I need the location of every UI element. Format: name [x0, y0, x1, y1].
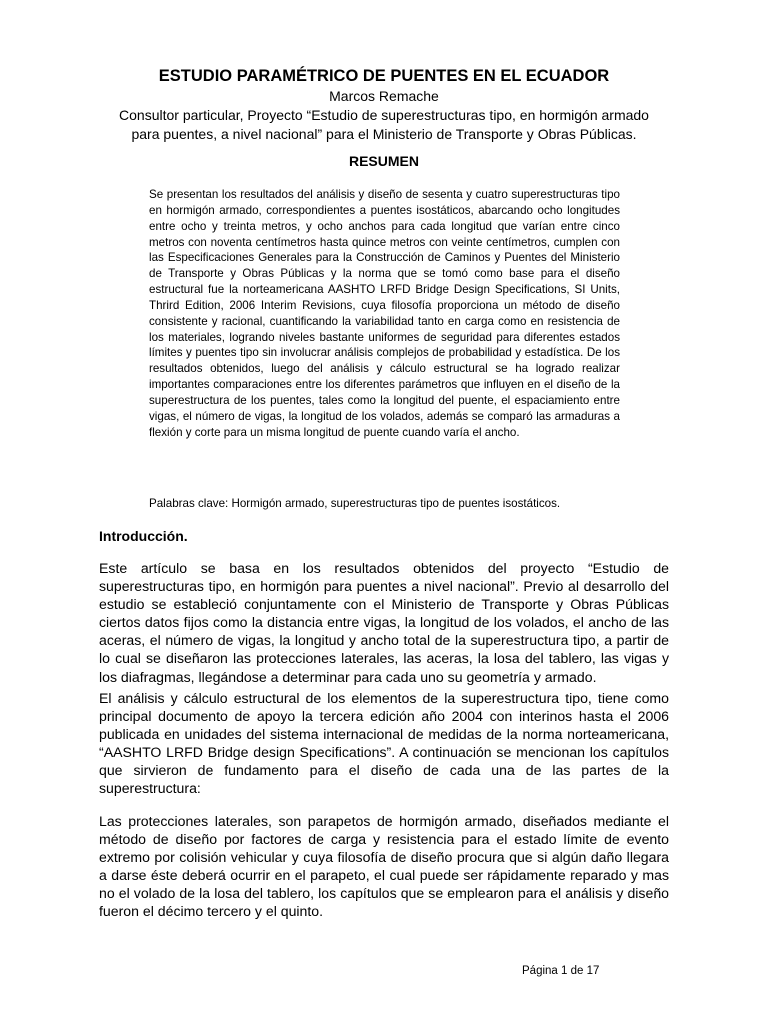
paper-title: ESTUDIO PARAMÉTRICO DE PUENTES EN EL ECUADOR [158, 67, 610, 85]
introduction-heading: Introducción. [99, 528, 188, 544]
body-paragraph: El análisis y cálculo estructural de los elementos de la superestructura tipo, tiene como principal documento de apoyo la tercera edición año 2004 con interinos hasta el 2006 publicada en unidades del sistema internacional de medidas de la norma norteamericana, “AASHTO LRFD Bridge design Specifications”. A continuación se mencionan los capítulos que sirvieron de fundamento para el diseño de cada una de las partes de la superestructura: [99, 690, 669, 797]
author-affiliation-line-2: para puentes, a nivel nacional” para el Ministerio de Transporte y Obras Públicas. [131, 126, 637, 142]
keywords: Palabras clave: Hormigón armado, superestructuras tipo de puentes isostáticos. [149, 497, 561, 510]
abstract-heading: RESUMEN [348, 153, 419, 169]
author-affiliation-line-1: Consultor particular, Proyecto “Estudio de superestructuras tipo, en hormigón armado [119, 107, 649, 123]
body-paragraph: Este artículo se basa en los resultados obtenidos del proyecto “Estudio de superestructuras tipo, en hormigón para puentes a nivel nacional”. Previo al desarrollo del estudio se estableció conjuntamente con el Ministerio de Transporte y Obras Públicas ciertos datos fijos como la distancia entre vigas, la longitud de los volados, el ancho de las aceras, el número de vigas, la longitud y ancho total de la superestructura tipo, a partir de lo cual se diseñaron las protecciones laterales, las aceras, la losa del tablero, las vigas y los diafragmas, llegándose a determinar para cada uno su geometría y armado. [99, 560, 669, 685]
page-number: Página 1 de 17 [522, 965, 600, 977]
author-name: Marcos Remache [329, 88, 439, 104]
abstract-text: Se presentan los resultados del análisis y diseño de sesenta y cuatro superestructuras tipo en hormigón armado, correspondientes a puentes isostáticos, abarcando ocho longitudes entre ocho y treinta metros, y ocho anchos para cada longitud que varían entre cinco metros con noventa centímetros hasta quince metros con veinte centímetros, cumplen con las Especificaciones Generales para la Construcción de Caminos y Puentes del Ministerio de Transporte y Obras Públicas y la norma que se tomó como base para el diseño estructural fue la norteamericana AASHTO LRFD Bridge Design Specifications, SI Units, Thrird Edition, 2006 Interim Revisions, cuya filosofía proporciona un método de diseño consistente y racional, cuantificando la variabilidad tanto en carga como en resistencia de los materiales, logrando niveles bastante uniformes de seguridad para diferentes estados límites y puentes tipo sin involucrar análisis complejos de probabilidad y estadística. De los resultados obtenidos, luego del análisis y cálculo estructural se ha logrado realizar importantes comparaciones entre los diferentes parámetros que influyen en el diseño de la superestructura de los puentes, tales como la longitud del puente, el espaciamiento entre vigas, el número de vigas, la longitud de los volados, además se comparó las armaduras a flexión y corte para un misma longitud de puente cuando varía el ancho. [149, 188, 620, 439]
body-paragraph: Las protecciones laterales, son parapetos de hormigón armado, diseñados mediante el método de diseño por factores de carga y resistencia para el estado límite de evento extremo por colisión vehicular y cuya filosofía de diseño procura que si algún daño llegara a darse éste deberá ocurrir en el parapeto, el cual puede ser rápidamente reparado y mas no el volado de la losa del tablero, los capítulos que se emplearon para el análisis y diseño fueron el décimo tercero y el quinto. [99, 813, 669, 920]
paper-header [90, 66, 678, 144]
